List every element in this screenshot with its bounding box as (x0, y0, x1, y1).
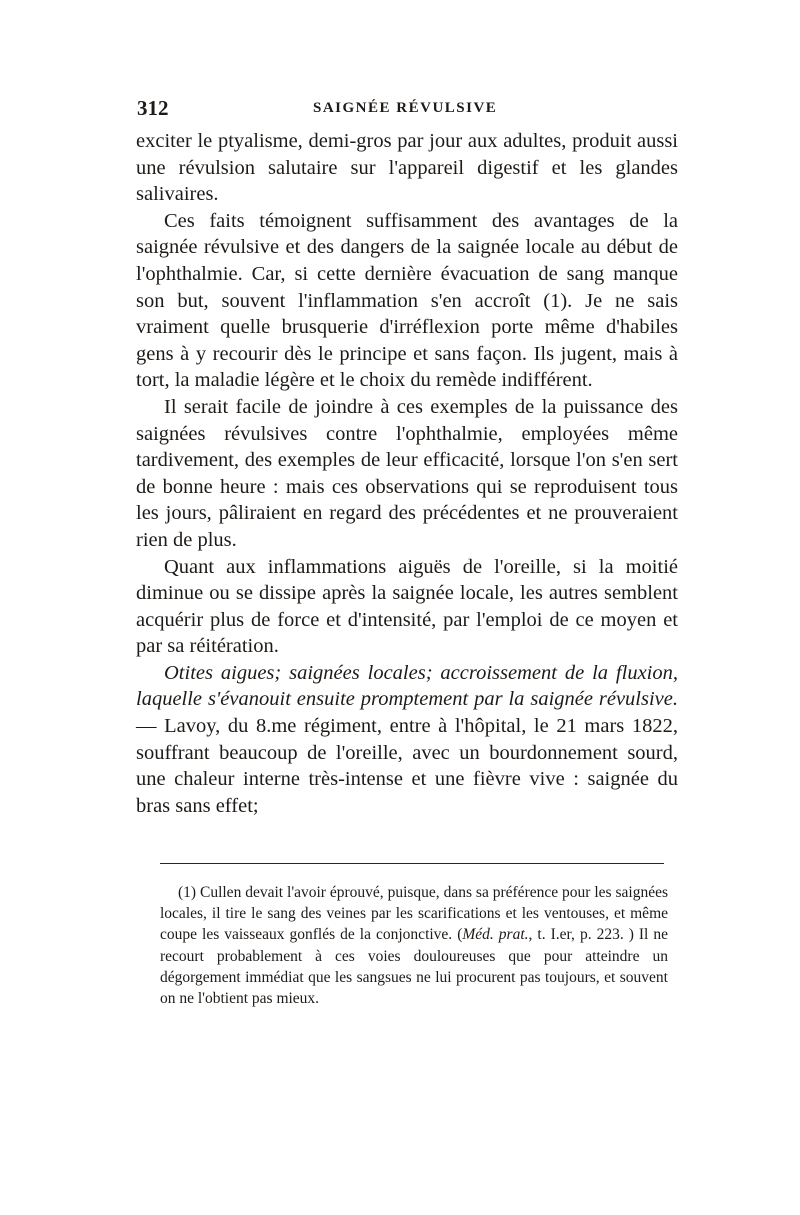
paragraph-ophthalmia-summary: Ces faits témoignent suffisamment des avantages de la saignée révulsive et des dangers de la saignée locale au début de l'ophthalmie. Car, si cette dernière évacuation de sang manque son but, souvent l'inflammation s'en accroît (1). Je ne sais vraiment quelle brusquerie d'irréflexion porte même d'habiles gens à y recourir dès le principe et sans façon. Ils jugent, mais à tort, la maladie légère et le choix du remède indifférent. (136, 209, 678, 392)
body-text (136, 128, 678, 819)
paragraph-case-lavoy (136, 660, 678, 820)
paragraph-continuation: exciter le ptyalisme, demi-gros par jour aux adultes, produit aussi une révulsion salutaire sur l'appareil digestif et les glandes salivaires. (136, 130, 678, 206)
paragraph-ear-inflammations: Quant aux inflammations aiguës de l'oreille, si la moitié diminue ou se dissipe après la saignée locale, les autres semblent acquérir plus de force et d'intensité, par l'emploi de ce moyen et par sa réitération. (136, 555, 678, 658)
footnote-citation: Méd. prat. (462, 926, 529, 944)
footnote-part-1: (1) Cullen devait l'avoir éprouvé, puisque, dans sa préférence pour les saignées locales, il tire le sang des veines par les scarifications et les ventouses, et même coupe les vaisseaux gonflés de la conjonctive. ( (160, 884, 668, 944)
footnote (160, 882, 668, 1009)
footnote-part-2: , t. I.er, p. 223. ) Il ne recourt probablement à ces voies douloureuses que pour atteindre un dégorgement immédiat que les sangsues ne lui procurent pas toujours, et souvent on ne l'obtient pas mieux. (160, 926, 668, 1008)
running-title: SAIGNÉE RÉVULSIVE (313, 100, 498, 116)
page-number: 312 (137, 96, 169, 120)
case-heading: Otites aigues; saignées locales; accroissement de la fluxion, laquelle s'évanouit ensuite promptement par la saignée révulsive. (136, 661, 678, 711)
paragraph-further-examples: Il serait facile de joindre à ces exemples de la puissance des saignées révulsives contre l'ophthalmie, employées même tardivement, des exemples de leur efficacité, lorsque l'on s'en sert de bonne heure : mais ces observations qui se reproduisent tous les jours, pâliraient en regard des précédentes et ne prouveraient rien de plus. (136, 395, 678, 551)
footnote-rule (160, 863, 664, 864)
case-description: — Lavoy, du 8.me régiment, entre à l'hôpital, le 21 mars 1822, souffrant beaucoup de l'oreille, avec un bourdonnement sourd, une chaleur interne très-intense et une fièvre vive : saignée du bras sans effet; (136, 715, 678, 817)
running-head (137, 96, 677, 120)
footnote-text (160, 882, 668, 1009)
